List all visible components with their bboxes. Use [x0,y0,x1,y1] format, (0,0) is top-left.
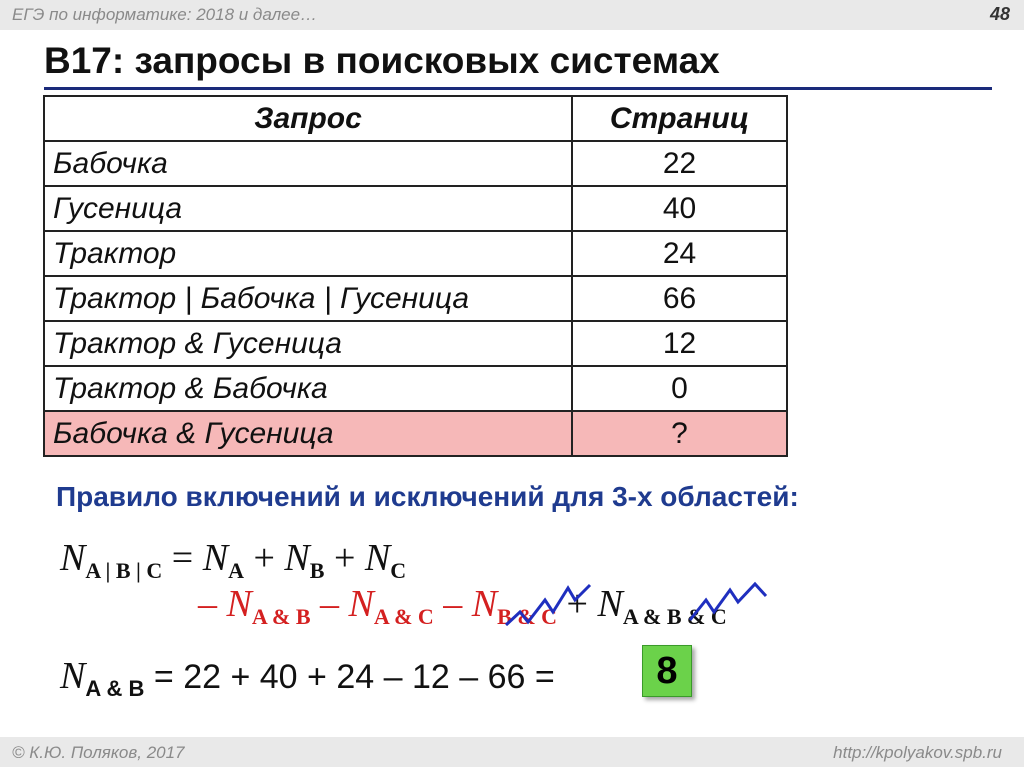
header-pages: Страниц [572,96,787,141]
row-pages: 22 [572,141,787,186]
row-query: Трактор & Гусеница [44,321,572,366]
row-query: Бабочка & Гусеница [44,411,572,456]
slide-number: 48 [989,4,1010,24]
header-query: Запрос [44,96,572,141]
course-title: ЕГЭ по информатике: 2018 и далее… [12,5,318,24]
row-query: Трактор | Бабочка | Гусеница [44,276,572,321]
row-pages: 12 [572,321,787,366]
row-query: Трактор & Бабочка [44,366,572,411]
formula-line-1: $N_{A | B | C} = N_A + N_B + N_C$ [60,537,407,583]
row-pages: ? [572,411,787,456]
footer-bar [0,737,1024,767]
formula-line-2: – $N_{A \& B} - N_{A \& C} - N_{B \& C} + N_{A \& B \& C}$ [198,583,727,629]
row-pages: 24 [572,231,787,276]
slide-title: B17: запросы в поисковых системах [44,40,720,81]
site-url: http://kpolyakov.spb.ru [833,743,1002,762]
answer-box: 8 [642,645,692,697]
rule-heading: Правило включений и исключений для 3-х областей: [56,481,799,512]
scribble-abc [690,584,766,620]
calculation-expression: = 22 + 40 + 24 – 12 – 66 = [153,658,555,696]
row-pages: 0 [572,366,787,411]
author-credit: © К.Ю. Поляков, 2017 [12,743,185,762]
row-query: Трактор [44,231,572,276]
scribble-bc [506,585,590,625]
row-pages: 66 [572,276,787,321]
row-pages: 40 [572,186,787,231]
row-query: Бабочка [44,141,572,186]
row-query: Гусеница [44,186,572,231]
calculation-line: $N_{A \& B} = 22 + 40 + 24 - 12 - 66$ = [60,655,555,701]
